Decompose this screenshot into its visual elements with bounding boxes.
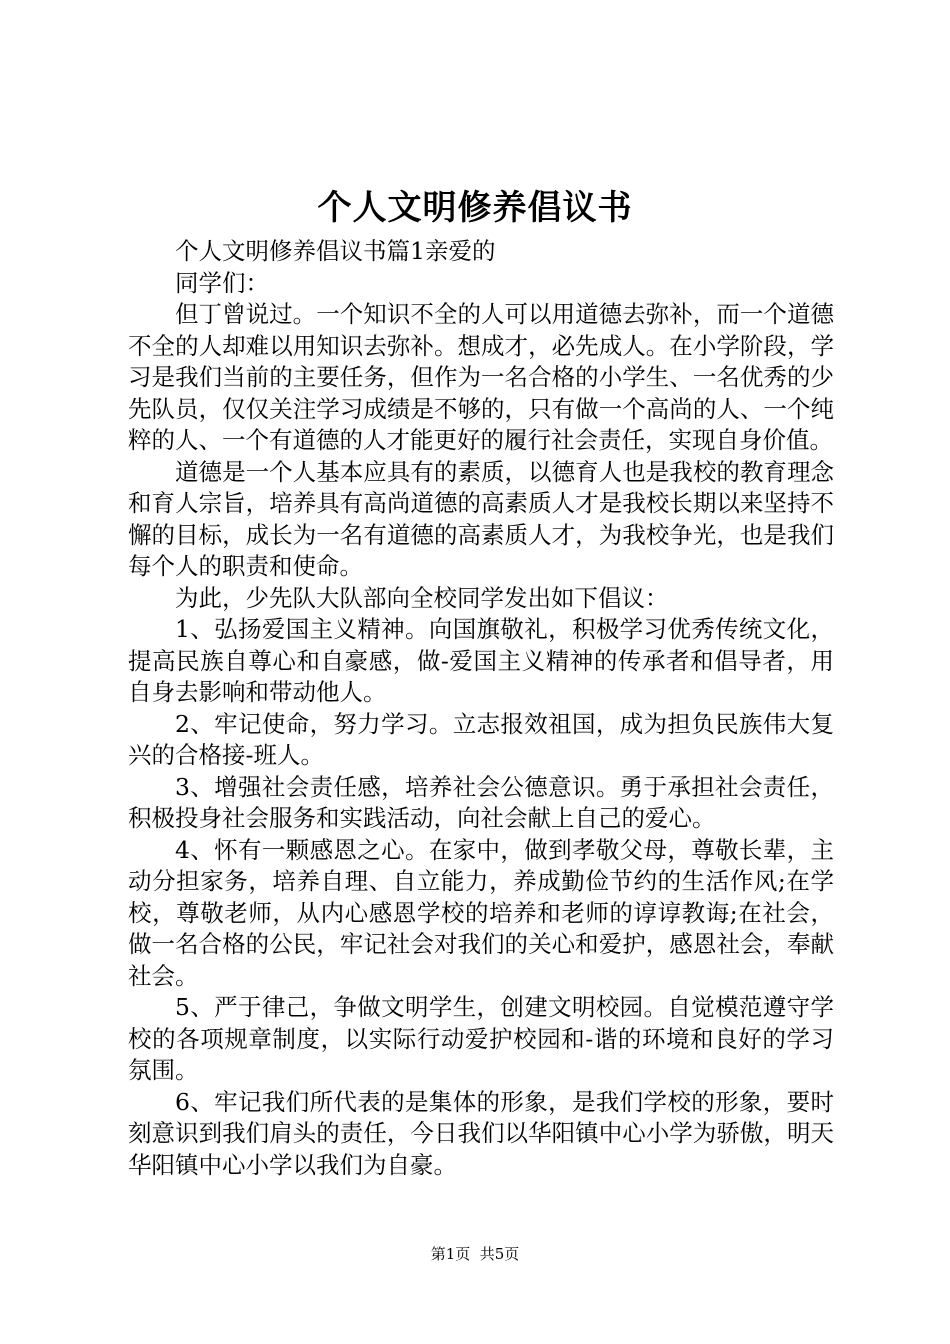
proposal-item-6: 6、牢记我们所代表的是集体的形象，是我们学校的形象，要时刻意识到我们肩头的责任，今日我们以华阳镇中心小学为骄傲，明天华阳镇中心小学以我们为自豪。 bbox=[128, 1087, 834, 1179]
paragraph-heading: 个人文明修养倡议书篇1亲爱的 bbox=[175, 237, 496, 265]
proposal-item-4: 4、怀有一颗感恩之心。在家中，做到孝敬父母，尊敬长辈，主动分担家务，培养自理、自立能力，养成勤俭节约的生活作风;在学校，尊敬老师，从内心感恩学校的培养和老师的谆谆教诲;在社会，做一名合格的公民，牢记社会对我们的关心和爱护，感恩社会，奉献社会。 bbox=[128, 835, 834, 990]
paragraph-morality: 道德是一个人基本应具有的素质，以德育人也是我校的教育理念和育人宗旨，培养具有高尚道德的高素质人才是我校长期以来坚持不懈的目标，成长为一名有道德的高素质人才，为我校争光，也是我们每个人的职责和使命。 bbox=[128, 457, 834, 580]
paragraph-proposal-lead: 为此，少先队大队部向全校同学发出如下倡议： bbox=[175, 583, 669, 612]
page-footer bbox=[0, 1244, 950, 1264]
document-body bbox=[128, 236, 834, 1181]
proposal-item-5: 5、严于律己，争做文明学生，创建文明校园。自觉模范遵守学校的各项规章制度，以实际行动爱护校园和-谐的环境和良好的学习氛围。 bbox=[128, 993, 834, 1084]
paragraph-salutation: 同学们： bbox=[175, 268, 269, 297]
proposal-item-3: 3、增强社会责任感，培养社会公德意识。勇于承担社会责任，积极投身社会服务和实践活动，向社会献上自己的爱心。 bbox=[128, 772, 834, 832]
proposal-item-1: 1、弘扬爱国主义精神。向国旗敬礼，积极学习优秀传统文化，提高民族自尊心和自豪感，做-爱国主义精神的传承者和倡导者，用自身去影响和带动他人。 bbox=[128, 615, 834, 706]
proposal-item-2: 2、牢记使命，努力学习。立志报效祖国，成为担负民族伟大复兴的合格接-班人。 bbox=[128, 709, 834, 769]
page-number-indicator: 第1页 共5页 bbox=[430, 1245, 520, 1263]
paragraph-intro: 但丁曾说过。一个知识不全的人可以用道德去弥补，而一个道德不全的人却难以用知识去弥补。想成才，必先成人。在小学阶段，学习是我们当前的主要任务，但作为一名合格的小学生、一名优秀的少先队员，仅仅关注学习成绩是不够的，只有做一个高尚的人、一个纯粹的人、一个有道德的人才能更好的履行社会责任，实现自身价值。 bbox=[128, 300, 834, 454]
document-title: 个人文明修养倡议书 bbox=[317, 188, 633, 228]
